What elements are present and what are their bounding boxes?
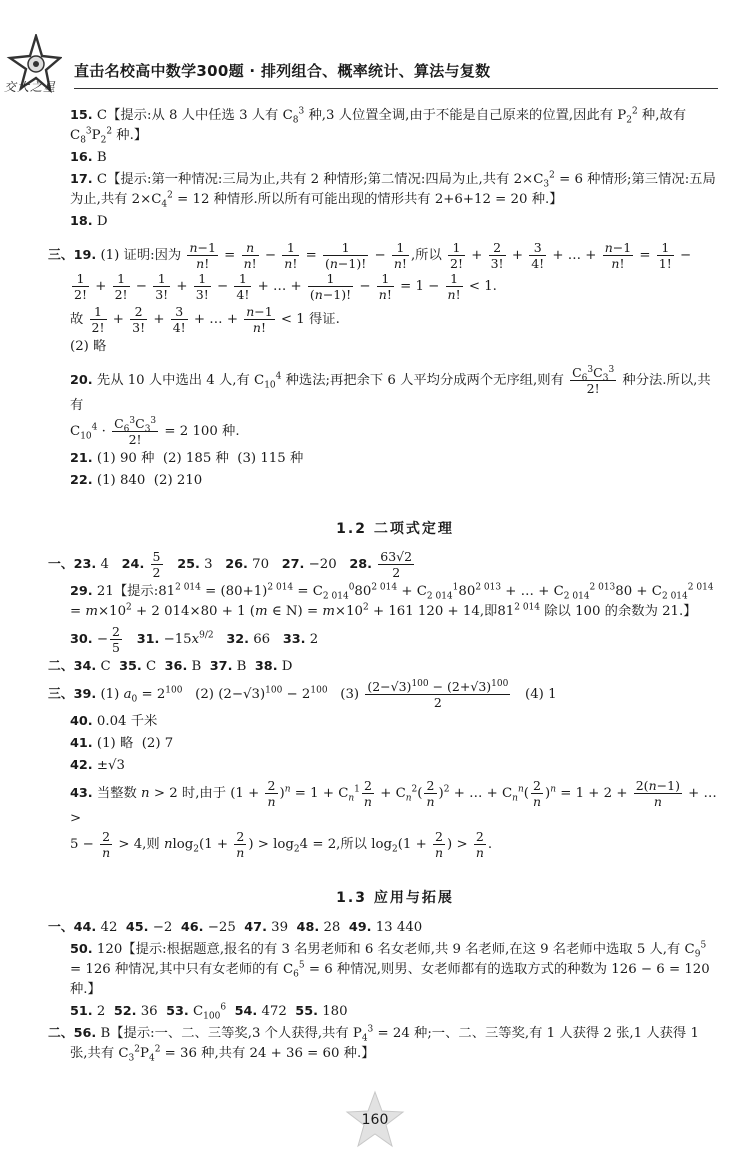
- answer-56: 二、56. B【提示:一、二、三等奖,3 个人获得,共有 $P_4^3 = 24$ 种;一、二、三等奖,有 1 人获得 2 张,1 人获得 1 张,共有 $C_3^2P_4^2 = 36$ 种,共有 24 + 36 = 60 种.】: [48, 1024, 699, 1064]
- answer-40: 40. 0.04 千米: [70, 714, 158, 729]
- answers-44-49: 一、44. 42 45. −2 46. −25 47. 39 48. 28 49. 13 440: [48, 920, 423, 935]
- header-divider: [74, 88, 718, 89]
- logo-text: 交大之星: [4, 80, 57, 94]
- answer-21: 21. (1) 90 种 (2) 185 种 (3) 115 种: [70, 451, 304, 466]
- page-number: 160: [361, 1112, 389, 1128]
- answer-50: 50. 120【提示:根据题意,报名的有 3 名男老师和 6 名女老师,共 9 名老师,在这 9 名老师中选取 5 人,有 $C_9^5 = 126$ 种情况,其中只有女老师的有 $C_6^5 = 6$ 种情况,则男、女老师都有的选取方式的种数为 126 − 6 = 120 种.】: [70, 940, 710, 997]
- answer-42: 42. ±√3: [70, 758, 125, 773]
- answer-19-part2: (2) 略: [70, 339, 107, 354]
- answer-19-conclusion: 故 $\frac{1}{2!}$ + $\frac{2}{3!}$ + $\frac{3}{4!}$ + … + $\frac{n-1}{n!}$ < 1 得证.: [70, 304, 340, 335]
- answer-43: 43. 当整数 n > 2 时,由于 (1 + $\frac{2}{n}$ )$^n = 1 + C_n^1$ $\frac{2}{n}$ + $C_n^2$( $\frac{2}{n}$ )$^2$ + … + $C_n^n$( $\frac{2}{n}$ )$^n$ = 1 + 2 + $\frac{2(n-1)}{n}$ + … > 5 − $\frac{2}{n}$ > 4,则 nlog$_2$(1 + $\frac{2}{n}$ ) > $\log_24 = 2$,所以 $\log_2(1$ + $\frac{2}{n}$ ) > $\frac{2}{n}$ .: [70, 778, 717, 860]
- answer-18: 18. D: [70, 214, 108, 229]
- answers-51-55: 51. 2 52. 36 53. $C_{100}^6$ 54. 472 55. 180: [70, 1002, 348, 1022]
- section-title-1-3: 1.3 应用与拓展: [336, 890, 454, 906]
- answers-34-38: 二、34. C 35. C 36. B 37. B 38. D: [48, 659, 293, 674]
- answer-39: 三、39. (1) $a_0 = 2^{100}$ (2) $(2-√3)^{100} - 2^{100}$ (3) $\frac{(2-√3)^{100} - (2+√3)^{100}}{2}$ (4) 1: [48, 678, 557, 710]
- answer-41: 41. (1) 略 (2) 7: [70, 736, 174, 751]
- answer-17: 17. C【提示:第一种情况:三局为止,共有 2 种情形;第二情况:四局为止,共有 $2\times C_3^2 = 6$ 种情形;第三情况:五局为止,共有 $2\times C_4^2 = 12$ 种情形.所以所有可能出现的情形共有 2+6+12 = 20 种.】: [70, 170, 716, 210]
- answer-15: 15. C【提示:从 8 人中任选 3 人有 $C_8^3$ 种,3 人位置全调,由于不能是自己原来的位置,因此有 $P_2^2$ 种,故有 $C_8^3P_2^2$ 种.】: [70, 106, 687, 146]
- answer-content: [48, 106, 720, 1066]
- answer-19: 三、19. (1) 证明:因为 $\frac{n-1}{n!}$ = $\frac{n}{n!}$ − $\frac{1}{n!}$ = $\frac{1}{(n-1)!}$ − $\frac{1}{n!}$ ,所以 $\frac{1}{2!}$ + $\frac{2}{3!}$ + $\frac{3}{4!}$ + … + $\frac{n-1}{n!}$ = $\frac{1}{1!}$ − $\frac{1}{2!}$ + $\frac{1}{2!}$ − $\frac{1}{3!}$ + $\frac{1}{3!}$ − $\frac{1}{4!}$ + … + $\frac{1}{(n-1)!}$ − $\frac{1}{n!}$ = 1 − $\frac{1}{n!}$ < 1.: [48, 240, 692, 302]
- answer-22: 22. (1) 840 (2) 210: [70, 473, 203, 488]
- answer-29: 29. 21【提示$:81^{2 014} = (80+1)^{2 014} = C_{2 014}^080^{2 014} + C_{2 014}^180^{2 013}$ + … + $C_{2 014}^{2 013}80 + C_{2 014}^{2 014} = m\times 10^2 + 2$ 014×80 + 1 (m ∈ $N) = m\times 10^2 + 161$ 120 + 14,即$81^{2 014}$ 除以 100 的余数为 21.】: [70, 582, 714, 619]
- answer-16: 16. B: [70, 150, 107, 165]
- answers-23-28: 一、23. 4 24. $\frac{5}{2}$ 25. 3 26. 70 27. −20 28. $\frac{63√2}{2}$: [48, 549, 413, 580]
- header-title: 直击名校高中数学300题 · 排列组合、概率统计、算法与复数: [74, 62, 491, 80]
- answer-20: 20. 先从 10 人中选出 4 人,有 $C_{10}^4$ 种选法;再把余下 6 人平均分成两个无序组,则有 $\frac{C_6^3C_3^3}{2!}$ 种分法.所以,共有 $C_{10}^4$ · $\frac{C_6^3C_3^3}{2!}$ = 2 100 种.: [70, 364, 711, 447]
- section-title-1-2: 1.2 二项式定理: [336, 521, 454, 537]
- answers-30-33: 30. − $\frac{2}{5}$ 31. $-15x^{9/2}$ 32. 66 33. 2: [70, 624, 319, 655]
